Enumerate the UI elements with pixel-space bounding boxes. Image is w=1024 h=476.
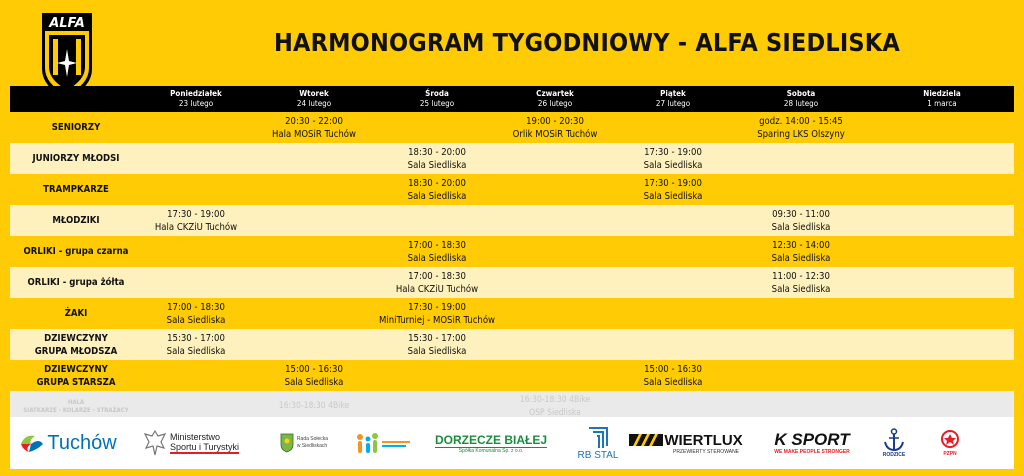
sponsor-ministerstwo (138, 417, 244, 469)
schedule-cell (250, 329, 378, 360)
schedule-cell (870, 329, 1014, 360)
schedule-cell (614, 112, 732, 143)
schedule-cell (250, 267, 378, 298)
schedule-cell (614, 236, 732, 267)
sponsor-pzpn (928, 417, 972, 469)
schedule-cell (142, 360, 250, 391)
schedule-cell: 15:30 - 17:00 Sala Siedliska (407, 332, 467, 357)
schedule-row (10, 205, 1014, 236)
header-day: Piątek 27 lutego (655, 89, 691, 108)
family-figures-icon (354, 431, 414, 455)
schedule-cell (142, 174, 250, 205)
schedule-cell (250, 205, 378, 236)
logo-text: ALFA (49, 16, 85, 31)
schedule-table (10, 86, 1014, 422)
schedule-cell: 17:30 - 19:00 MiniTurniej - MOSiR Tuchów (378, 301, 496, 326)
schedule-cell (870, 174, 1014, 205)
schedule-cell: godz. 14:00 - 15:45 Sparing LKS Olszyny (757, 115, 845, 140)
group-label: HALA SIATKARZE - KOLARZE - STRAŻACY (23, 398, 129, 414)
sponsor-name: Tuchów (47, 431, 117, 454)
sponsor-name: Ministerstwo (169, 432, 220, 442)
schedule-cell: 15:30 - 17:00 Sala Siedliska (166, 332, 226, 357)
schedule-cell: 17:00 - 18:30 Sala Siedliska (166, 301, 226, 326)
group-label: DZIEWCZYNY GRUPA MŁODSZA (34, 332, 118, 357)
schedule-cell (496, 329, 614, 360)
schedule-cell: 19:00 - 20:30 Orlik MOSiR Tuchów (512, 115, 598, 140)
schedule-cell (870, 205, 1014, 236)
schedule-cell (732, 329, 870, 360)
rb-stal-icon (587, 426, 609, 450)
coat-of-arms-icon (280, 433, 294, 453)
page-title: HARMONOGRAM TYGODNIOWY - ALFA SIEDLISKA (273, 28, 901, 57)
header-day: Sobota 28 lutego (783, 89, 819, 108)
schedule-cell: 15:00 - 16:30 Sala Siedliska (284, 363, 344, 388)
sponsor-name: RB STAL (577, 449, 619, 461)
schedule-row (10, 360, 1014, 391)
header-day: Czwartek 26 lutego (536, 89, 574, 108)
schedule-cell: 16:30-18:30 4Bike OSP Siedliska (519, 394, 591, 418)
schedule-row (10, 329, 1014, 360)
schedule-cell (250, 143, 378, 174)
schedule-cell: 20:30 - 22:00 Hala MOSiR Tuchów (271, 115, 357, 140)
schedule-cell (496, 236, 614, 267)
schedule-cell (732, 143, 870, 174)
schedule-cell (378, 360, 496, 391)
schedule-cell: 18:30 - 20:00 Sala Siedliska (407, 177, 467, 202)
schedule-cell (250, 236, 378, 267)
sponsor-name: K SPORT (774, 430, 850, 449)
group-label: SENIORZY (51, 122, 101, 133)
eagle-emblem-icon (143, 428, 167, 458)
sponsor-ksport (764, 417, 860, 469)
schedule-cell (496, 267, 614, 298)
schedule-cell (614, 329, 732, 360)
sponsor-family (346, 417, 422, 469)
header-empty (10, 86, 142, 112)
schedule-cell: 16:30-18:30 4Bike (278, 401, 350, 411)
schedule-cell (614, 267, 732, 298)
drill-stripes-icon (629, 432, 663, 448)
schedule-cell (732, 298, 870, 329)
tuchow-logo-icon (19, 432, 45, 454)
schedule-cell (142, 236, 250, 267)
sponsor-name: PZPN (943, 451, 957, 457)
schedule-row (10, 174, 1014, 205)
schedule-cell (870, 143, 1014, 174)
schedule-cell (870, 236, 1014, 267)
sponsor-name-2: Sportu i Turystyki (169, 442, 240, 452)
group-label: MŁODZIKI (52, 215, 100, 226)
schedule-cell: 17:00 - 18:30 Hala CKZiU Tuchów (395, 270, 479, 295)
schedule-cell: 09:30 - 11:00 Sala Siedliska (771, 208, 831, 233)
header-day: Poniedziałek 23 lutego (170, 89, 222, 108)
pzpn-emblem-icon (940, 429, 960, 451)
sponsor-name-2: WE MAKE PEOPLE STRONGER (774, 449, 850, 455)
sponsor-dorzecze (432, 417, 550, 469)
sponsor-name: WIERTLUX (664, 431, 743, 449)
schedule-cell (870, 298, 1014, 329)
schedule-cell: 17:00 - 18:30 Sala Siedliska (407, 239, 467, 264)
anchor-icon (883, 428, 905, 452)
schedule-cell: 11:00 - 12:30 Sala Siedliska (771, 270, 831, 295)
schedule-cell (732, 174, 870, 205)
header-day: Wtorek 24 lutego (296, 89, 332, 108)
schedule-cell (870, 112, 1014, 143)
schedule-cell: 15:00 - 16:30 Sala Siedliska (643, 363, 703, 388)
sponsor-name-2: Spółka Komunalna Sp. z o.o. (458, 447, 524, 454)
schedule-cell (250, 174, 378, 205)
schedule-cell (614, 205, 732, 236)
schedule-cell (496, 298, 614, 329)
sponsor-tuchow (16, 417, 120, 469)
header-day: Środa 25 lutego (419, 89, 455, 108)
schedule-cell: 12:30 - 14:00 Sala Siedliska (771, 239, 831, 264)
schedule-row (10, 267, 1014, 298)
sponsor-name-2: PRZEWIERTY STEROWANE (672, 448, 740, 455)
schedule-row (10, 112, 1014, 143)
group-label: ŻAKI (64, 308, 88, 319)
header-row (10, 86, 1014, 112)
sponsor-wiertlux (624, 417, 748, 469)
schedule-cell (870, 360, 1014, 391)
schedule-cell (142, 143, 250, 174)
sponsor-rodzice (872, 417, 916, 469)
schedule-cell: 18:30 - 20:00 Sala Siedliska (407, 146, 467, 171)
group-label: ORLIKI - grupa czarna (23, 246, 129, 257)
schedule-cell (496, 143, 614, 174)
schedule-row (10, 143, 1014, 174)
sponsors-strip (10, 417, 1014, 469)
schedule-cell (142, 112, 250, 143)
sponsor-name: RODZICE (882, 452, 906, 458)
sponsor-name: DORZECZE BIAŁEJ (434, 432, 547, 447)
sponsor-rada-solecka (266, 417, 342, 469)
group-label: TRAMPKARZE (43, 184, 109, 195)
sponsor-name: Rada Sołecka (296, 436, 329, 442)
schedule-cell (378, 205, 496, 236)
header-day: Niedziela 1 marca (923, 89, 961, 108)
schedule-cell (496, 205, 614, 236)
schedule-row (10, 236, 1014, 267)
schedule-cell (142, 267, 250, 298)
schedule-cell (250, 298, 378, 329)
sponsor-name-2: w Siedliskach (296, 443, 328, 449)
schedule-cell (378, 112, 496, 143)
schedule-cell: 17:30 - 19:00 Sala Siedliska (643, 177, 703, 202)
schedule-cell (496, 174, 614, 205)
schedule-cell (614, 298, 732, 329)
schedule-cell (732, 360, 870, 391)
schedule-cell (496, 360, 614, 391)
schedule-cell: 17:30 - 19:00 Hala CKZiU Tuchów (154, 208, 238, 233)
group-label: DZIEWCZYNY GRUPA STARSZA (36, 363, 116, 388)
schedule-row (10, 298, 1014, 329)
group-label: ORLIKI - grupa żółta (27, 277, 125, 288)
group-label: JUNIORZY MŁODSI (32, 153, 120, 164)
schedule-cell (870, 267, 1014, 298)
schedule-cell: 17:30 - 19:00 Sala Siedliska (643, 146, 703, 171)
